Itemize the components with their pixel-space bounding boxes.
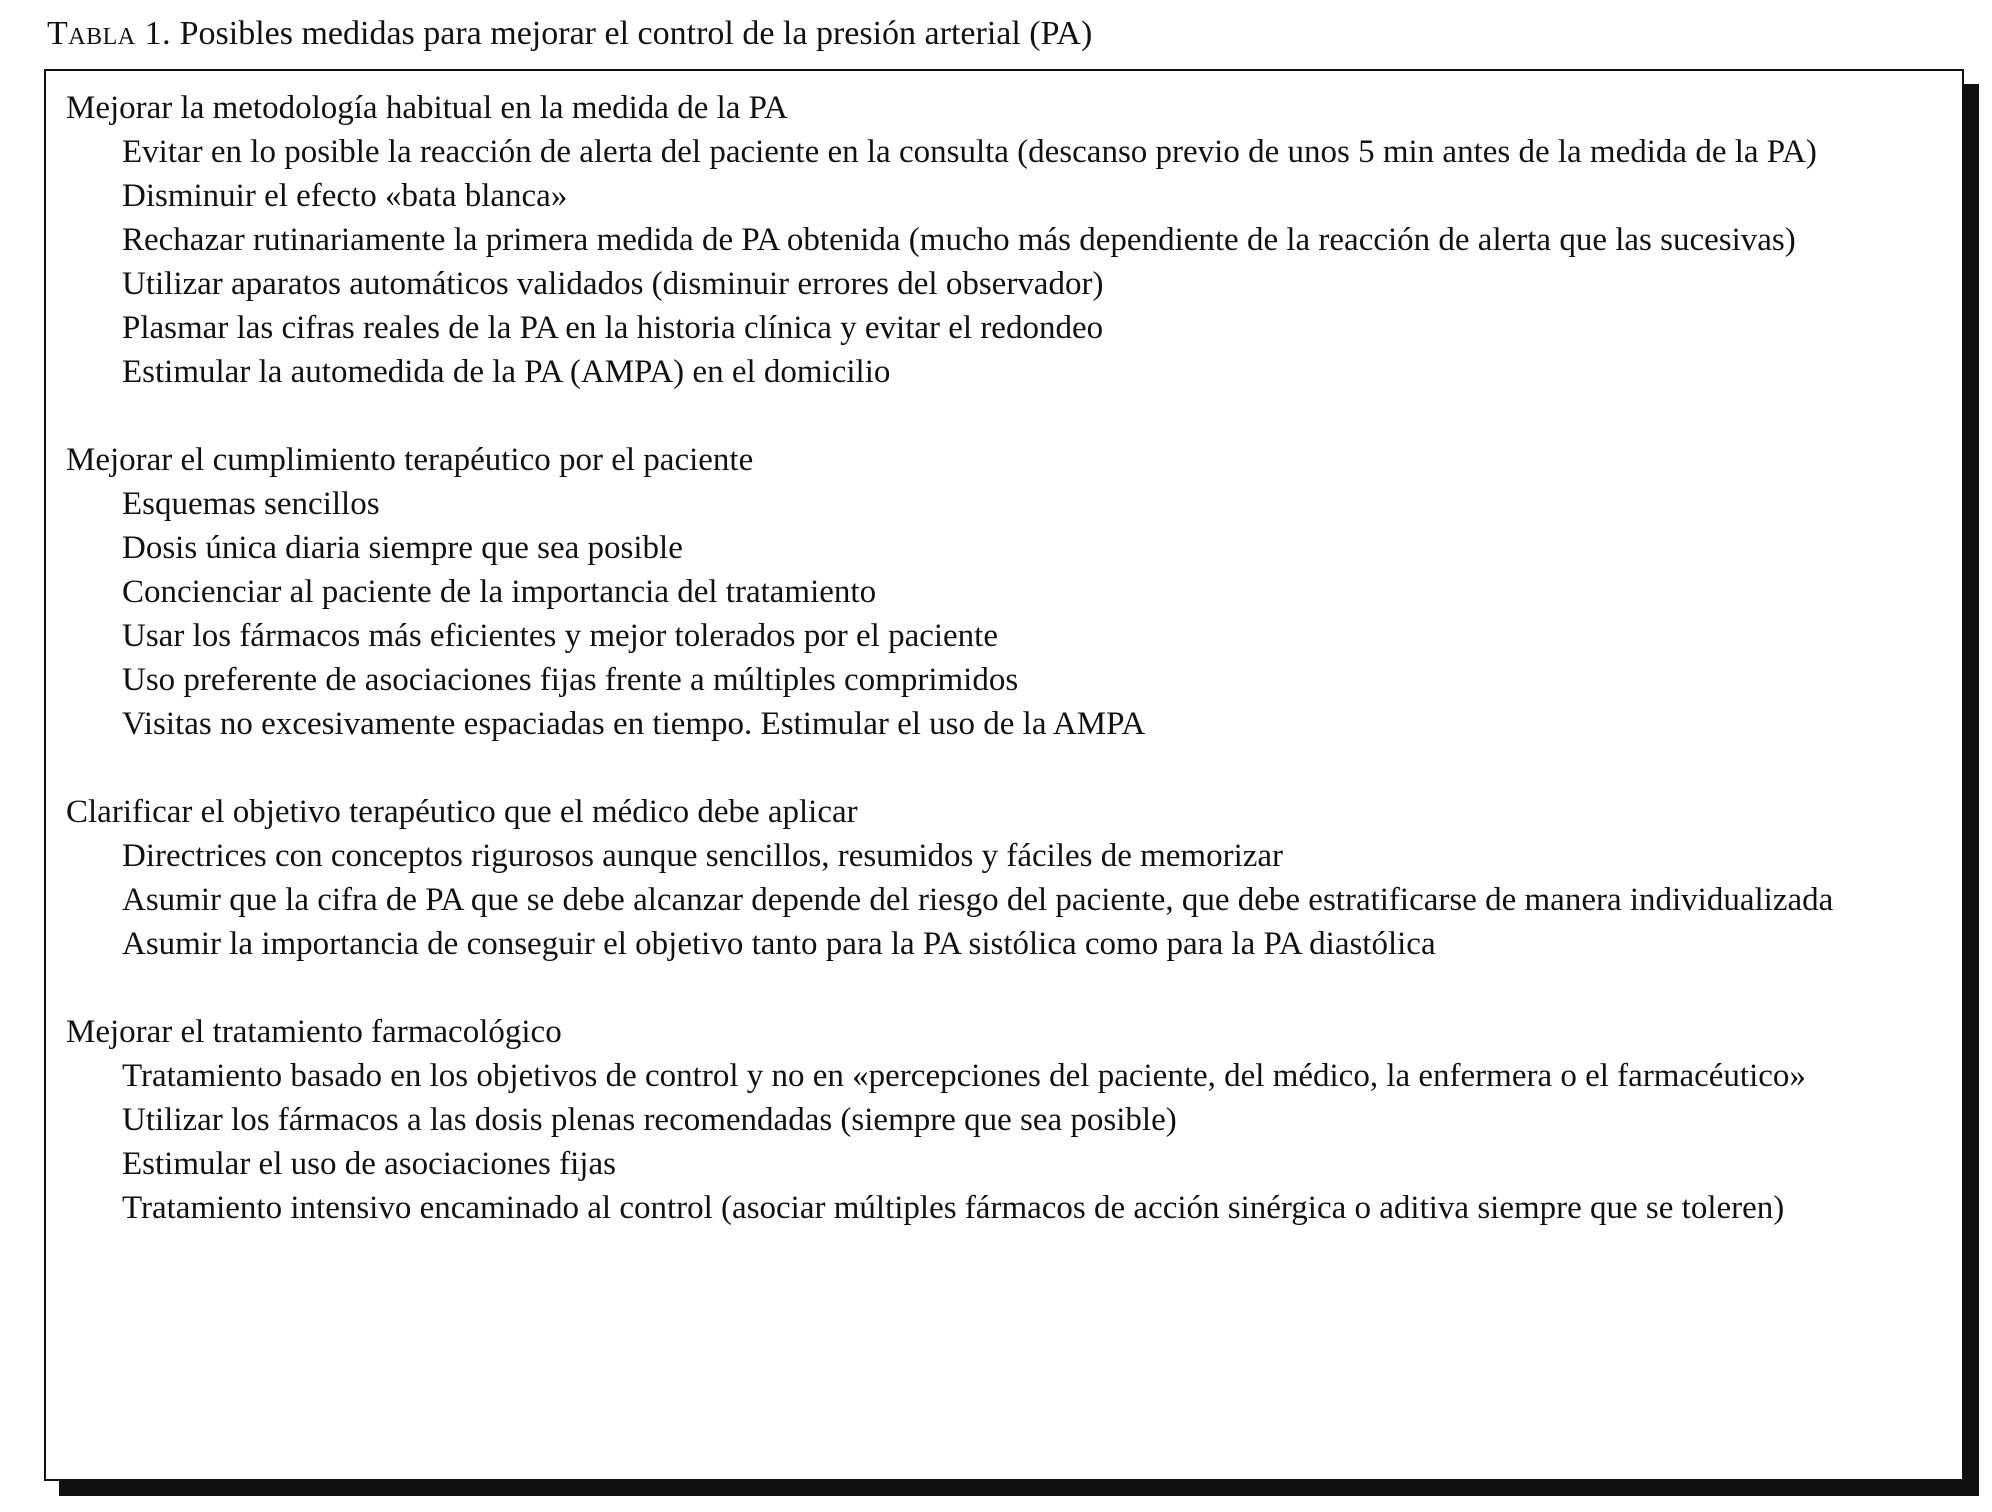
- list-item: Disminuir el efecto «bata blanca»: [122, 178, 568, 214]
- list-item: Utilizar los fármacos a las dosis plenas recomendadas (siempre que sea posible): [122, 1102, 1177, 1138]
- table-caption: [47, 12, 1092, 56]
- list-item: Plasmar las cifras reales de la PA en la historia clínica y evitar el redondeo: [122, 310, 1104, 346]
- list-item: Concienciar al paciente de la importancia del tratamiento: [122, 574, 877, 610]
- section-heading: Mejorar el cumplimiento terapéutico por el paciente: [66, 442, 754, 478]
- section-objective: [66, 790, 1942, 966]
- section-methodology: [66, 86, 1942, 394]
- table-caption-label: Tabla 1.: [47, 15, 172, 52]
- section-pharmacological: [66, 1010, 1942, 1230]
- list-item: Directrices con conceptos rigurosos aunque sencillos, resumidos y fáciles de memorizar: [122, 838, 1284, 874]
- table-caption-text: Posibles medidas para mejorar el control de la presión arterial (PA): [179, 15, 1093, 52]
- list-item: Tratamiento intensivo encaminado al control (asociar múltiples fármacos de acción sinérgica o aditiva siempre que se toleren): [122, 1190, 1785, 1226]
- list-item: Estimular la automedida de la PA (AMPA) en el domicilio: [122, 354, 891, 390]
- measures-table: [44, 69, 1964, 1481]
- list-item: Dosis única diaria siempre que sea posible: [122, 530, 683, 566]
- list-item: Esquemas sencillos: [122, 486, 380, 522]
- section-heading: Mejorar el tratamiento farmacológico: [66, 1014, 562, 1050]
- list-item: Rechazar rutinariamente la primera medida de PA obtenida (mucho más dependiente de la reacción de alerta que las sucesivas): [122, 222, 1796, 258]
- list-item: Tratamiento basado en los objetivos de control y no en «percepciones del paciente, del médico, la enfermera o el farmacéutico»: [122, 1058, 1806, 1094]
- list-item: Asumir la importancia de conseguir el objetivo tanto para la PA sistólica como para la PA diastólica: [122, 926, 1436, 962]
- section-heading: Clarificar el objetivo terapéutico que el médico debe aplicar: [66, 794, 858, 830]
- list-item: Evitar en lo posible la reacción de alerta del paciente en la consulta (descanso previo de unos 5 min antes de la medida de la PA): [122, 134, 1817, 170]
- list-item: Usar los fármacos más eficientes y mejor tolerados por el paciente: [122, 618, 998, 654]
- list-item: Asumir que la cifra de PA que se debe alcanzar depende del riesgo del paciente, que debe estratificarse de manera individualizada: [122, 882, 1834, 918]
- section-compliance: [66, 438, 1942, 746]
- section-heading: Mejorar la metodología habitual en la medida de la PA: [66, 90, 788, 126]
- list-item: Uso preferente de asociaciones fijas frente a múltiples comprimidos: [122, 662, 1019, 698]
- list-item: Utilizar aparatos automáticos validados (disminuir errores del observador): [122, 266, 1104, 302]
- list-item: Estimular el uso de asociaciones fijas: [122, 1146, 616, 1182]
- list-item: Visitas no excesivamente espaciadas en tiempo. Estimular el uso de la AMPA: [122, 706, 1146, 742]
